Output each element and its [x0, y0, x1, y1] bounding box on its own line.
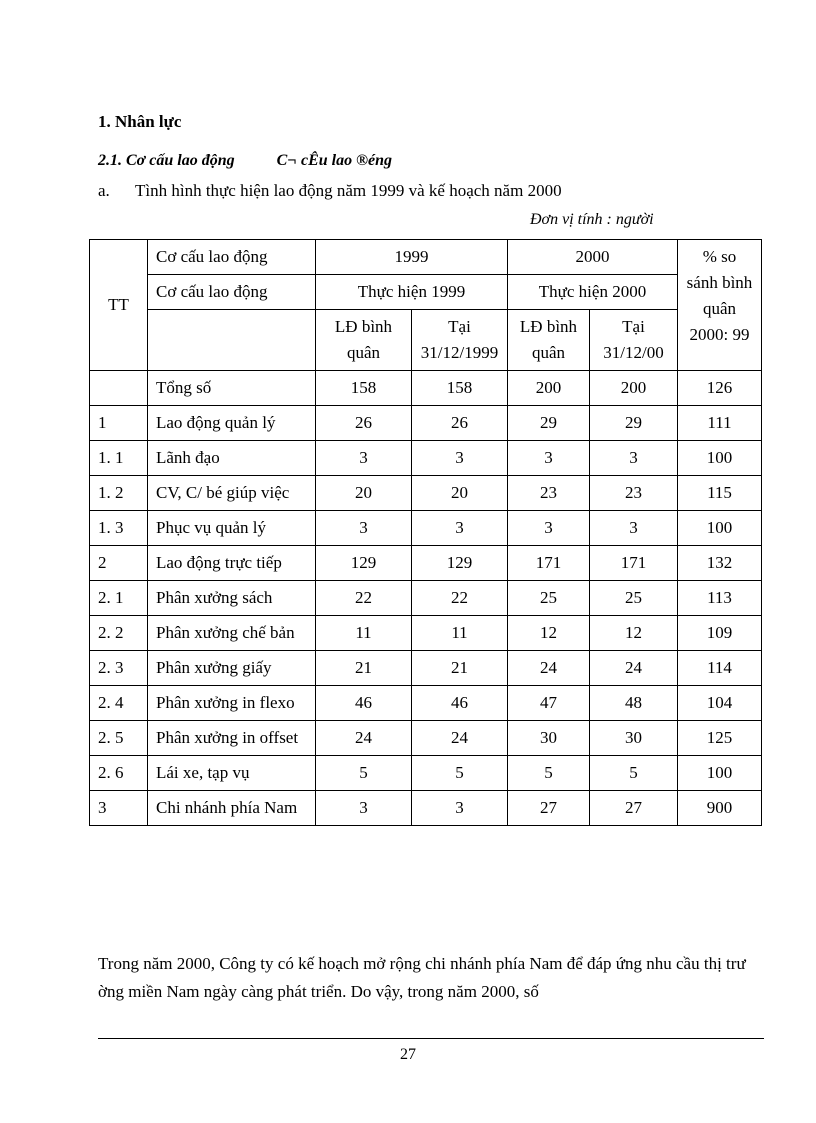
at-end-1999-cell: 3: [412, 441, 508, 476]
at-end-2000-cell: 3: [590, 441, 678, 476]
year-2000-header: 2000: [508, 240, 678, 275]
tt-header: TT: [90, 240, 148, 371]
table-row: [90, 616, 762, 651]
avg-1999-cell: 24: [316, 721, 412, 756]
avg-2000-cell: 47: [508, 686, 590, 721]
structure-cell: Phân xưởng chế bản: [148, 616, 316, 651]
at-end-2000-cell: 171: [590, 546, 678, 581]
header-row-1: [90, 240, 762, 275]
structure-cell: CV, C/ bé giúp việc: [148, 476, 316, 511]
structure-cell: Phục vụ quản lý: [148, 511, 316, 546]
structure-cell: Lái xe, tạp vụ: [148, 756, 316, 791]
at-end-2000-cell: 3: [590, 511, 678, 546]
avg-1999-header: LĐ bình quân: [316, 310, 412, 371]
percent-cell: 100: [678, 511, 762, 546]
section-heading: 1. Nhân lực: [98, 112, 182, 131]
table-row: [90, 686, 762, 721]
structure-cell: Lao động quản lý: [148, 406, 316, 441]
table-row: [90, 406, 762, 441]
percent-cell: 100: [678, 756, 762, 791]
at-end-1999-cell: 11: [412, 616, 508, 651]
structure-cell: Lao động trực tiếp: [148, 546, 316, 581]
avg-1999-cell: 3: [316, 441, 412, 476]
avg-2000-cell: 5: [508, 756, 590, 791]
avg-2000-cell: 200: [508, 371, 590, 406]
at-end-1999-header: Tại 31/12/1999: [412, 310, 508, 371]
table-row: [90, 511, 762, 546]
at-end-1999-cell: 22: [412, 581, 508, 616]
avg-2000-cell: 3: [508, 441, 590, 476]
at-end-2000-cell: 48: [590, 686, 678, 721]
footer-rule: [98, 1038, 764, 1039]
tt-cell: 1. 2: [90, 476, 148, 511]
tt-cell: 2. 1: [90, 581, 148, 616]
avg-2000-cell: 25: [508, 581, 590, 616]
percent-cell: 132: [678, 546, 762, 581]
at-end-2000-cell: 200: [590, 371, 678, 406]
unit-note: Đơn vị tính : người: [530, 211, 654, 228]
header-row-2: [90, 275, 762, 310]
actual-2000-header: Thực hiện 2000: [508, 275, 678, 310]
structure-header-repeat: Cơ cấu lao động: [148, 275, 316, 310]
at-end-1999-cell: 129: [412, 546, 508, 581]
percent-cell: 100: [678, 441, 762, 476]
labor-table: [89, 239, 762, 826]
body-paragraph: Trong năm 2000, Công ty có kế hoạch mở rộng chi nhánh phía Nam để đáp ứng nhu cầu thị trư ờng miền Nam ngày càng phát triển. Do vậy, trong năm 2000, số: [98, 954, 746, 1001]
year-1999-header: 1999: [316, 240, 508, 275]
structure-cell: Phân xưởng giấy: [148, 651, 316, 686]
percent-cell: 125: [678, 721, 762, 756]
structure-cell: Phân xưởng in offset: [148, 721, 316, 756]
percent-cell: 115: [678, 476, 762, 511]
header-row-3: [90, 310, 762, 371]
at-end-2000-cell: 23: [590, 476, 678, 511]
at-end-1999-cell: 158: [412, 371, 508, 406]
at-end-2000-cell: 5: [590, 756, 678, 791]
avg-2000-cell: 24: [508, 651, 590, 686]
subsection-heading: [98, 152, 392, 170]
tt-cell: 2. 3: [90, 651, 148, 686]
avg-1999-cell: 21: [316, 651, 412, 686]
avg-2000-cell: 3: [508, 511, 590, 546]
at-end-2000-cell: 27: [590, 791, 678, 826]
at-end-1999-cell: 21: [412, 651, 508, 686]
avg-2000-cell: 12: [508, 616, 590, 651]
percent-cell: 109: [678, 616, 762, 651]
tt-cell: 3: [90, 791, 148, 826]
tt-cell: 2. 4: [90, 686, 148, 721]
at-end-2000-cell: 29: [590, 406, 678, 441]
list-item-text: Tình hình thực hiện lao động năm 1999 và kế hoạch năm 2000: [135, 181, 562, 200]
avg-2000-cell: 23: [508, 476, 590, 511]
table-row: [90, 371, 762, 406]
avg-1999-cell: 11: [316, 616, 412, 651]
structure-header: Cơ cấu lao động: [148, 240, 316, 275]
tt-cell: 1. 3: [90, 511, 148, 546]
at-end-2000-cell: 12: [590, 616, 678, 651]
tt-cell: 1: [90, 406, 148, 441]
table-row: [90, 546, 762, 581]
avg-1999-cell: 22: [316, 581, 412, 616]
at-end-2000-header: Tại 31/12/00: [590, 310, 678, 371]
tt-cell: 2: [90, 546, 148, 581]
structure-cell: Phân xưởng sách: [148, 581, 316, 616]
at-end-1999-cell: 46: [412, 686, 508, 721]
actual-1999-header: Thực hiện 1999: [316, 275, 508, 310]
structure-cell: Chi nhánh phía Nam: [148, 791, 316, 826]
subsection-title-garbled: C¬ cÊu lao ®éng: [276, 152, 393, 169]
table-row: [90, 651, 762, 686]
table-row: [90, 756, 762, 791]
percent-cell: 113: [678, 581, 762, 616]
tt-cell: [90, 371, 148, 406]
list-item-label: a.: [98, 181, 110, 200]
at-end-1999-cell: 5: [412, 756, 508, 791]
percent-cell: 111: [678, 406, 762, 441]
at-end-1999-cell: 24: [412, 721, 508, 756]
structure-cell: Phân xưởng in flexo: [148, 686, 316, 721]
structure-cell: Tổng số: [148, 371, 316, 406]
table-row: [90, 791, 762, 826]
avg-1999-cell: 129: [316, 546, 412, 581]
tt-cell: 2. 5: [90, 721, 148, 756]
percent-cell: 900: [678, 791, 762, 826]
percent-cell: 126: [678, 371, 762, 406]
structure-header-blank: [148, 310, 316, 371]
percent-cell: 104: [678, 686, 762, 721]
avg-1999-cell: 3: [316, 511, 412, 546]
at-end-1999-cell: 26: [412, 406, 508, 441]
at-end-1999-cell: 3: [412, 511, 508, 546]
structure-cell: Lãnh đạo: [148, 441, 316, 476]
at-end-1999-cell: 20: [412, 476, 508, 511]
table-row: [90, 476, 762, 511]
at-end-2000-cell: 25: [590, 581, 678, 616]
at-end-2000-cell: 30: [590, 721, 678, 756]
avg-2000-header: LĐ bình quân: [508, 310, 590, 371]
percent-cell: 114: [678, 651, 762, 686]
table-row: [90, 581, 762, 616]
avg-1999-cell: 3: [316, 791, 412, 826]
avg-1999-cell: 5: [316, 756, 412, 791]
avg-1999-cell: 46: [316, 686, 412, 721]
percent-compare-header: % so sánh bình quân 2000: 99: [678, 240, 762, 371]
avg-1999-cell: 20: [316, 476, 412, 511]
table-row: [90, 441, 762, 476]
tt-cell: 2. 2: [90, 616, 148, 651]
avg-1999-cell: 158: [316, 371, 412, 406]
avg-2000-cell: 27: [508, 791, 590, 826]
avg-2000-cell: 29: [508, 406, 590, 441]
tt-cell: 2. 6: [90, 756, 148, 791]
tt-cell: 1. 1: [90, 441, 148, 476]
at-end-1999-cell: 3: [412, 791, 508, 826]
avg-2000-cell: 30: [508, 721, 590, 756]
at-end-2000-cell: 24: [590, 651, 678, 686]
subsection-title: 2.1. Cơ cấu lao động: [98, 152, 235, 169]
page-number: 27: [400, 1046, 416, 1063]
list-item-a: [98, 181, 562, 201]
table-row: [90, 721, 762, 756]
avg-1999-cell: 26: [316, 406, 412, 441]
avg-2000-cell: 171: [508, 546, 590, 581]
